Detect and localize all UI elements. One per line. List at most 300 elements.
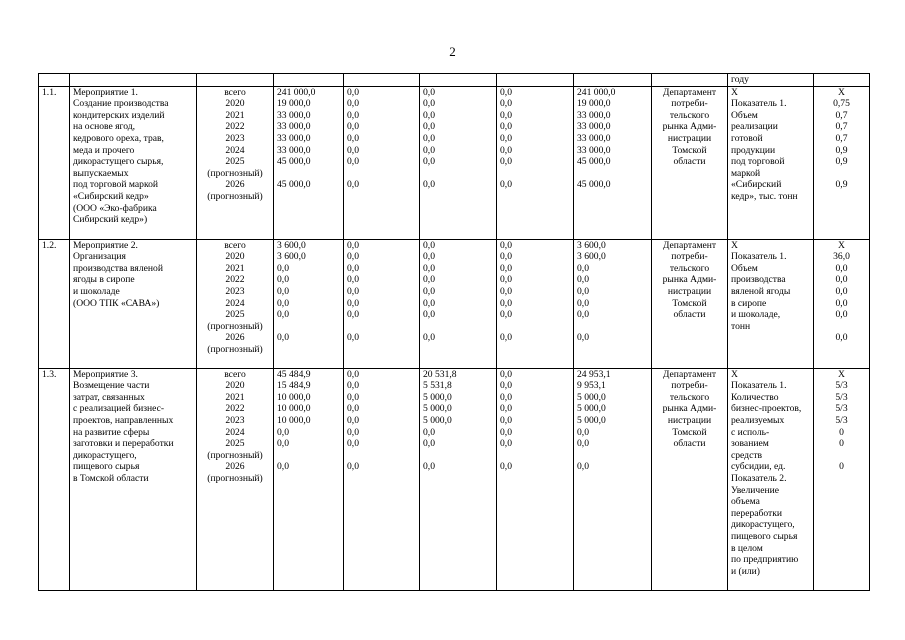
executor-line: потреби- xyxy=(671,380,708,392)
indicator-value: 0,0 xyxy=(835,262,848,274)
measure-name-line: кедрового ореха, трав, xyxy=(73,132,164,144)
amount-cell: 0,0 xyxy=(577,297,589,309)
amount-cell: 33 000,0 xyxy=(577,144,611,156)
table-row xyxy=(39,368,870,590)
amount-cell: 45 000,0 xyxy=(277,179,311,191)
measure-name-line: «Сибирский кедр» xyxy=(73,190,149,202)
amount-cell: 0,0 xyxy=(423,144,435,156)
amount-column-c3 xyxy=(497,239,574,368)
executor-line: рынка Адми- xyxy=(662,121,717,133)
amount-cell: 0,0 xyxy=(577,309,589,321)
amount-cell: 0,0 xyxy=(423,461,435,473)
amount-cell: 0,0 xyxy=(423,262,435,274)
year-cell: 2021 xyxy=(225,109,245,121)
indicator-line: Объем xyxy=(731,109,758,121)
amount-cell: 0,0 xyxy=(500,121,512,133)
indicator-line: средств xyxy=(731,449,763,461)
amount-cell: 0,0 xyxy=(423,86,435,98)
amount-cell: 3 600,0 xyxy=(577,251,606,263)
spacer xyxy=(500,450,570,462)
amount-column-c2 xyxy=(420,239,497,368)
amount-cell: 241 000,0 xyxy=(577,86,616,98)
indicator-value: 0 xyxy=(839,426,844,438)
spacer xyxy=(577,450,648,462)
amount-cell: 33 000,0 xyxy=(277,144,311,156)
amount-cell: 0,0 xyxy=(423,179,435,191)
indicator-line: по предприятию xyxy=(731,554,799,566)
indicator-values xyxy=(814,86,870,239)
indicator-value-x: X xyxy=(838,239,845,251)
amount-cell: 0,0 xyxy=(500,109,512,121)
indicator-line: Количество xyxy=(731,391,779,403)
measure-name-line: ягоды в сиропе xyxy=(73,274,135,286)
indicator-value-x: X xyxy=(838,86,845,98)
amount-cell: 0,0 xyxy=(423,121,435,133)
amount-cell: 5 000,0 xyxy=(423,391,452,403)
forecast-label: (прогнозный) xyxy=(207,320,263,332)
indicator-line: и шоколаде, xyxy=(731,309,781,321)
amount-cell: 0,0 xyxy=(423,438,435,450)
amount-cell: 45 000,0 xyxy=(577,156,611,168)
amount-cell: 0,0 xyxy=(277,274,289,286)
amount-cell: 0,0 xyxy=(347,285,359,297)
spacer xyxy=(277,450,340,462)
indicator-line: дикорастущего, xyxy=(731,519,795,531)
year-cell: всего xyxy=(224,86,246,98)
executor-line: нистрации xyxy=(667,132,712,144)
amount-cell: 0,0 xyxy=(500,86,512,98)
amount-cell: 10 000,0 xyxy=(277,391,311,403)
indicator-line: и (или) xyxy=(731,565,760,577)
amount-cell: 0,0 xyxy=(347,274,359,286)
amount-cell: 0,0 xyxy=(500,426,512,438)
amount-cell: 0,0 xyxy=(277,309,289,321)
indicator-line: производства xyxy=(731,274,786,286)
measure-name-line: выпускаемых xyxy=(73,167,129,179)
indicator-value-x: X xyxy=(838,368,845,380)
year-cell: 2025 xyxy=(225,156,245,168)
amount-cell: 5 531,8 xyxy=(423,380,452,392)
measure-name-line: Сибирский кедр») xyxy=(73,214,148,226)
indicator-value: 5/3 xyxy=(835,414,848,426)
measure-name-line: на основе ягод, xyxy=(73,121,136,133)
indicator-value: 0,0 xyxy=(835,309,848,321)
spacer xyxy=(500,321,570,333)
row-number: 1.3. xyxy=(39,368,70,590)
year-cell: 2020 xyxy=(225,98,245,110)
amount-cell: 0,0 xyxy=(277,426,289,438)
executor-line: нистрации xyxy=(667,414,712,426)
executor xyxy=(652,86,728,239)
amount-cell: 0,0 xyxy=(423,98,435,110)
indicator-value: 0 xyxy=(839,438,844,450)
amount-cell: 24 953,1 xyxy=(577,368,611,380)
amount-column-c4 xyxy=(574,86,652,239)
amount-cell: 0,0 xyxy=(500,391,512,403)
measure-name-line: Мероприятие 3. xyxy=(73,368,138,380)
measure-name-line: в Томской области xyxy=(73,472,149,484)
header-continuation-text: году xyxy=(728,74,814,87)
year-cell: 2024 xyxy=(225,297,245,309)
amount-cell: 0,0 xyxy=(500,144,512,156)
indicator-line: с исполь- xyxy=(731,426,770,438)
amount-cell: 0,0 xyxy=(347,132,359,144)
amount-cell: 45 000,0 xyxy=(577,179,611,191)
executor-line: тельского xyxy=(669,262,710,274)
amount-cell: 0,0 xyxy=(347,380,359,392)
measure-name-line: Возмещение части xyxy=(73,380,150,392)
indicator-line: в сиропе xyxy=(731,297,767,309)
year-cell: 2021 xyxy=(225,262,245,274)
indicator-line: Показатель 1. xyxy=(731,380,787,392)
measure-name-line: Организация xyxy=(73,251,126,263)
amount-cell: 0,0 xyxy=(347,438,359,450)
indicator xyxy=(728,239,814,368)
amount-cell: 45 000,0 xyxy=(277,156,311,168)
executor-line: тельского xyxy=(669,391,710,403)
amount-cell: 0,0 xyxy=(500,251,512,263)
amount-cell: 9 953,1 xyxy=(577,380,606,392)
year-cell: всего xyxy=(224,239,246,251)
amount-cell: 0,0 xyxy=(277,297,289,309)
amount-cell: 0,0 xyxy=(277,438,289,450)
measure-name-line: проектов, направленных xyxy=(73,414,174,426)
amount-cell: 5 000,0 xyxy=(423,414,452,426)
forecast-label: (прогнозный) xyxy=(207,449,263,461)
amount-cell: 0,0 xyxy=(347,109,359,121)
amount-cell: 0,0 xyxy=(500,309,512,321)
amount-cell: 0,0 xyxy=(347,414,359,426)
year-cell: 2026 xyxy=(225,461,245,473)
amount-cell: 19 000,0 xyxy=(577,98,611,110)
executor-line: области xyxy=(673,438,706,450)
amount-cell: 0,0 xyxy=(277,285,289,297)
indicator-line: продукции xyxy=(731,144,776,156)
amount-cell: 0,0 xyxy=(500,368,512,380)
amount-cell: 0,0 xyxy=(500,239,512,251)
indicator-line: кедр», тыс. тонн xyxy=(731,190,798,202)
amount-cell: 0,0 xyxy=(347,144,359,156)
amount-cell: 0,0 xyxy=(423,426,435,438)
indicator-line: бизнес-проектов, xyxy=(731,403,802,415)
indicator-line: готовой xyxy=(731,132,763,144)
year-cell: 2021 xyxy=(225,391,245,403)
amount-cell: 0,0 xyxy=(423,309,435,321)
year-cell: 2022 xyxy=(225,403,245,415)
amount-cell: 0,0 xyxy=(500,179,512,191)
amount-cell: 0,0 xyxy=(500,285,512,297)
indicator-value: 0,7 xyxy=(835,121,848,133)
spacer xyxy=(500,168,570,180)
amount-cell: 0,0 xyxy=(347,403,359,415)
amount-cell: 0,0 xyxy=(500,274,512,286)
row-number: 1.2. xyxy=(39,239,70,368)
amount-cell: 5 000,0 xyxy=(577,391,606,403)
amount-column-total xyxy=(274,86,344,239)
amount-cell: 0,0 xyxy=(577,285,589,297)
indicator-line: переработки xyxy=(731,507,783,519)
indicator-line: пищевого сырья xyxy=(731,530,798,542)
indicator-line: под торговой xyxy=(731,156,785,168)
amount-column-c4 xyxy=(574,239,652,368)
amount-cell: 3 600,0 xyxy=(577,239,606,251)
year-column xyxy=(197,239,274,368)
measure-name-line: кондитерских изделий xyxy=(73,109,165,121)
row-number: 1.1. xyxy=(39,86,70,239)
measure-name-line: затрат, связанных xyxy=(73,391,145,403)
amount-cell: 0,0 xyxy=(500,380,512,392)
amount-cell: 10 000,0 xyxy=(277,414,311,426)
indicator-x: X xyxy=(731,239,738,251)
measure-name-line: заготовки и переработки xyxy=(73,438,174,450)
spacer xyxy=(277,168,340,180)
measure-name-line: и шоколаде xyxy=(73,285,120,297)
indicator-value: 5/3 xyxy=(835,391,848,403)
indicator-value: 0,0 xyxy=(835,297,848,309)
spacer xyxy=(817,168,866,180)
indicator-value: 0,7 xyxy=(835,132,848,144)
indicator-line: объема xyxy=(731,496,760,508)
amount-cell: 0,0 xyxy=(500,461,512,473)
amount-cell: 19 000,0 xyxy=(277,98,311,110)
amount-cell: 5 000,0 xyxy=(577,403,606,415)
program-table xyxy=(38,73,870,591)
amount-cell: 3 600,0 xyxy=(277,239,306,251)
indicator-values xyxy=(814,368,870,590)
executor-line: Томской xyxy=(672,426,707,438)
spacer xyxy=(423,450,493,462)
amount-cell: 0,0 xyxy=(423,285,435,297)
executor xyxy=(652,368,728,590)
spacer xyxy=(423,321,493,333)
page-number: 2 xyxy=(449,44,456,59)
indicator-value: 0 xyxy=(839,461,844,473)
amount-cell: 0,0 xyxy=(577,426,589,438)
year-cell: 2020 xyxy=(225,251,245,263)
amount-column-c4 xyxy=(574,368,652,590)
forecast-label: (прогнозный) xyxy=(207,343,263,355)
spacer xyxy=(817,321,866,333)
executor xyxy=(652,239,728,368)
amount-cell: 0,0 xyxy=(423,251,435,263)
amount-cell: 0,0 xyxy=(500,438,512,450)
indicator-value: 36,0 xyxy=(833,251,850,263)
amount-cell: 20 531,8 xyxy=(423,368,457,380)
amount-cell: 0,0 xyxy=(423,156,435,168)
indicator xyxy=(728,86,814,239)
spacer xyxy=(277,321,340,333)
amount-cell: 0,0 xyxy=(423,332,435,344)
amount-cell: 0,0 xyxy=(577,438,589,450)
indicator-value: 0,75 xyxy=(833,98,850,110)
amount-cell: 0,0 xyxy=(347,461,359,473)
executor-line: Томской xyxy=(672,297,707,309)
amount-cell: 33 000,0 xyxy=(577,121,611,133)
executor-line: потреби- xyxy=(671,251,708,263)
amount-cell: 0,0 xyxy=(423,132,435,144)
indicator-line: реализации xyxy=(731,121,778,133)
indicator-line: зованием xyxy=(731,438,769,450)
year-column xyxy=(197,368,274,590)
amount-cell: 0,0 xyxy=(423,274,435,286)
executor-line: Департамент xyxy=(662,86,717,98)
executor-line: области xyxy=(673,156,706,168)
measure-name-line: (ООО ТПК «САВА») xyxy=(73,297,160,309)
indicator-line: Показатель 1. xyxy=(731,98,787,110)
indicator-x: X xyxy=(731,86,738,98)
executor-line: нистрации xyxy=(667,285,712,297)
measure-name-line: Мероприятие 2. xyxy=(73,239,138,251)
amount-cell: 0,0 xyxy=(347,156,359,168)
amount-cell: 0,0 xyxy=(347,368,359,380)
indicator-value: 5/3 xyxy=(835,403,848,415)
year-cell: 2024 xyxy=(225,426,245,438)
amount-column-c3 xyxy=(497,368,574,590)
amount-cell: 0,0 xyxy=(500,156,512,168)
amount-cell: 33 000,0 xyxy=(577,109,611,121)
executor-line: области xyxy=(673,309,706,321)
amount-cell: 0,0 xyxy=(347,391,359,403)
spacer xyxy=(423,168,493,180)
indicator-value: 0,9 xyxy=(835,179,848,191)
amount-cell: 0,0 xyxy=(347,332,359,344)
year-cell: 2025 xyxy=(225,438,245,450)
indicator-line: «Сибирский xyxy=(731,179,782,191)
indicator-line: вяленой ягоды xyxy=(731,285,791,297)
forecast-label: (прогнозный) xyxy=(207,472,263,484)
spacer xyxy=(347,321,416,333)
header-continuation-row xyxy=(39,74,870,87)
spacer xyxy=(817,450,866,462)
executor-line: рынка Адми- xyxy=(662,274,717,286)
indicator-value: 0,0 xyxy=(835,274,848,286)
measure-name-line: дикорастущего сырья, xyxy=(73,156,164,168)
indicator xyxy=(728,368,814,590)
spacer xyxy=(577,168,648,180)
amount-column-c1 xyxy=(344,368,420,590)
amount-cell: 241 000,0 xyxy=(277,86,316,98)
amount-cell: 10 000,0 xyxy=(277,403,311,415)
amount-cell: 3 600,0 xyxy=(277,251,306,263)
amount-cell: 0,0 xyxy=(277,262,289,274)
indicator-value: 0,7 xyxy=(835,109,848,121)
amount-cell: 0,0 xyxy=(347,309,359,321)
measure-name-line: меда и прочего xyxy=(73,144,135,156)
measure-name xyxy=(70,239,197,368)
indicator-value: 0,9 xyxy=(835,156,848,168)
amount-cell: 0,0 xyxy=(423,109,435,121)
amount-cell: 0,0 xyxy=(347,179,359,191)
amount-cell: 0,0 xyxy=(500,297,512,309)
amount-cell: 0,0 xyxy=(500,262,512,274)
amount-cell: 0,0 xyxy=(347,239,359,251)
amount-cell: 0,0 xyxy=(347,98,359,110)
forecast-label: (прогнозный) xyxy=(207,167,263,179)
amount-cell: 0,0 xyxy=(577,332,589,344)
amount-cell: 0,0 xyxy=(277,461,289,473)
amount-cell: 0,0 xyxy=(277,332,289,344)
indicator-values xyxy=(814,239,870,368)
indicator-value: 0,0 xyxy=(835,285,848,297)
measure-name-line: на развитие сферы xyxy=(73,426,150,438)
amount-cell: 0,0 xyxy=(347,262,359,274)
year-cell: 2025 xyxy=(225,309,245,321)
measure-name-line: производства вяленой xyxy=(73,262,163,274)
executor-line: потреби- xyxy=(671,98,708,110)
indicator-line: в целом xyxy=(731,542,763,554)
amount-column-c1 xyxy=(344,86,420,239)
indicator-line: субсидии, ед. xyxy=(731,461,786,473)
amount-column-c3 xyxy=(497,86,574,239)
indicator-line: реализуемых xyxy=(731,414,785,426)
year-cell: 2023 xyxy=(225,285,245,297)
amount-column-c2 xyxy=(420,368,497,590)
amount-cell: 0,0 xyxy=(423,297,435,309)
indicator-line: Показатель 1. xyxy=(731,251,787,263)
year-cell: 2022 xyxy=(225,121,245,133)
spacer xyxy=(577,321,648,333)
amount-cell: 0,0 xyxy=(347,121,359,133)
measure-name-line: Создание производства xyxy=(73,98,169,110)
indicator-value: 5/3 xyxy=(835,380,848,392)
amount-cell: 0,0 xyxy=(500,414,512,426)
year-cell: 2026 xyxy=(225,179,245,191)
executor-line: рынка Адми- xyxy=(662,403,717,415)
measure-name-line: Мероприятие 1. xyxy=(73,86,138,98)
amount-cell: 0,0 xyxy=(347,297,359,309)
amount-cell: 45 484,9 xyxy=(277,368,311,380)
amount-cell: 0,0 xyxy=(347,251,359,263)
amount-cell: 0,0 xyxy=(577,461,589,473)
year-cell: 2023 xyxy=(225,414,245,426)
indicator-line: маркой xyxy=(731,167,761,179)
amount-cell: 0,0 xyxy=(347,86,359,98)
table-row xyxy=(39,239,870,368)
measure-name-line: пищевого сырья xyxy=(73,461,140,473)
amount-cell: 5 000,0 xyxy=(577,414,606,426)
executor-line: Департамент xyxy=(662,368,717,380)
amount-cell: 0,0 xyxy=(347,426,359,438)
year-cell: 2023 xyxy=(225,132,245,144)
amount-cell: 0,0 xyxy=(577,262,589,274)
indicator-line: Увеличение xyxy=(731,484,779,496)
amount-cell: 33 000,0 xyxy=(277,121,311,133)
amount-cell: 0,0 xyxy=(500,98,512,110)
measure-name-line: дикорастущего, xyxy=(73,449,137,461)
executor-line: тельского xyxy=(669,109,710,121)
indicator-line: Объем xyxy=(731,262,758,274)
year-cell: 2022 xyxy=(225,274,245,286)
indicator-value: 0,9 xyxy=(835,144,848,156)
indicator-line: тонн xyxy=(731,320,751,332)
measure-name-line: (ООО «Эко-фабрика xyxy=(73,202,157,214)
amount-column-total xyxy=(274,239,344,368)
executor-line: Томской xyxy=(672,144,707,156)
year-cell: всего xyxy=(224,368,246,380)
measure-name xyxy=(70,86,197,239)
amount-column-c1 xyxy=(344,239,420,368)
indicator-line: Показатель 2. xyxy=(731,472,787,484)
year-cell: 2020 xyxy=(225,380,245,392)
spacer xyxy=(347,168,416,180)
amount-cell: 0,0 xyxy=(500,132,512,144)
amount-column-c2 xyxy=(420,86,497,239)
amount-cell: 33 000,0 xyxy=(577,132,611,144)
year-column xyxy=(197,86,274,239)
indicator-x: X xyxy=(731,368,738,380)
measure-name-line: с реализацией бизнес- xyxy=(73,403,165,415)
measure-name-line: под торговой маркой xyxy=(73,179,159,191)
